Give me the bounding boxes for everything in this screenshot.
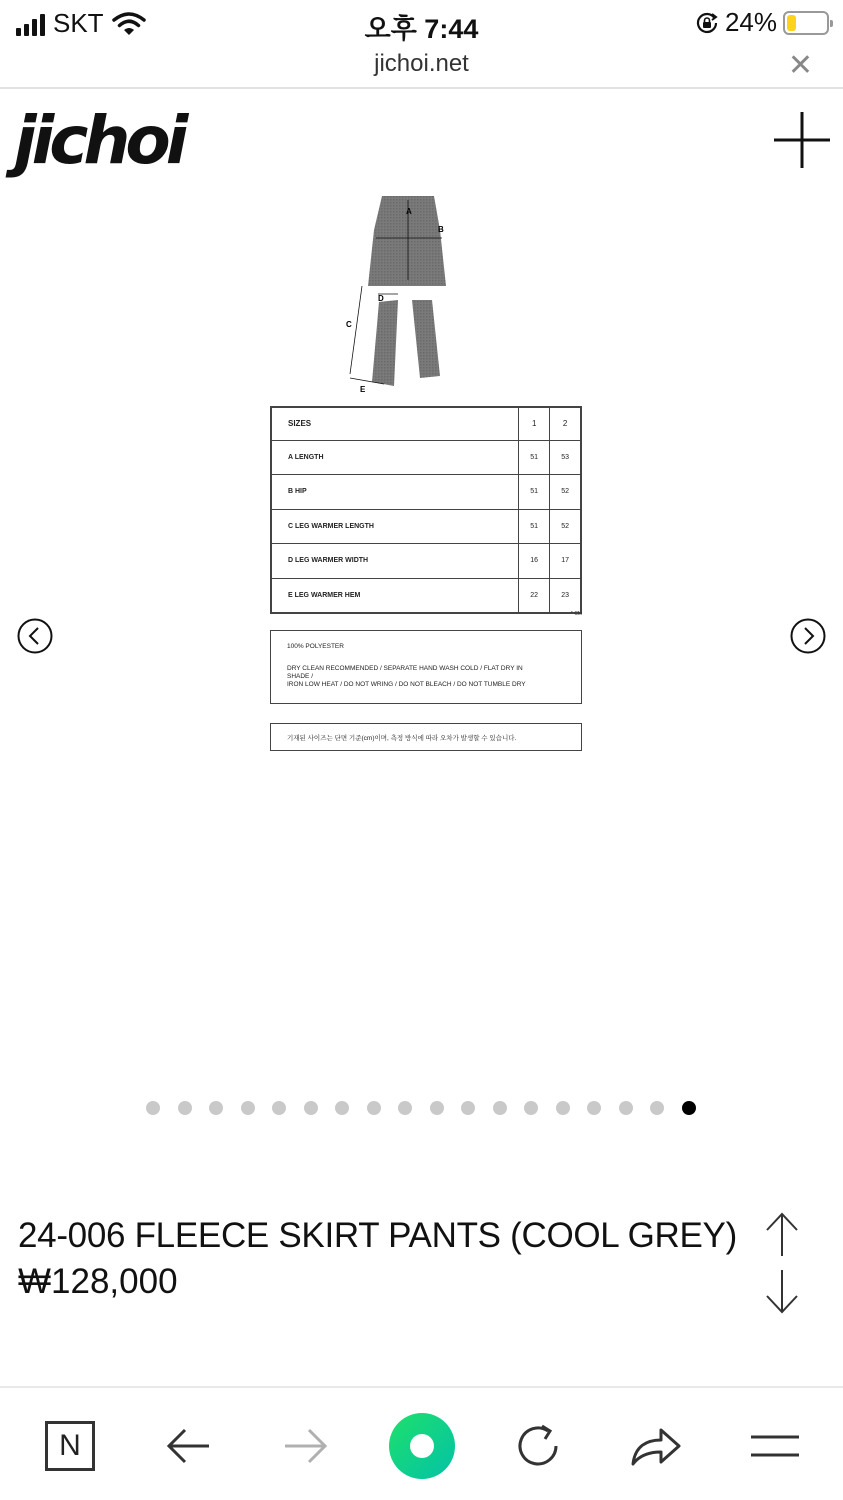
carousel-pagination	[146, 1101, 696, 1115]
care-line: DRY CLEAN RECOMMENDED / SEPARATE HAND WASH COLD / FLAT DRY IN	[287, 665, 523, 672]
size-table	[270, 406, 582, 614]
row-value: 17	[550, 544, 581, 579]
size-note: 기재된 사이즈는 단면 기준(cm)이며, 측정 방식에 따라 오차가 발생할 수 있습니다.	[270, 723, 582, 751]
row-value: 53	[550, 440, 581, 475]
naver-letter: N	[45, 1421, 95, 1471]
pagination-dot[interactable]	[398, 1101, 412, 1115]
table-row	[271, 475, 581, 510]
row-value: 51	[519, 440, 550, 475]
row-label: E LEG WARMER HEM	[271, 578, 519, 613]
url-bar[interactable]	[0, 46, 843, 89]
care-line: SHADE /	[287, 673, 314, 680]
menu-icon[interactable]	[748, 1418, 802, 1474]
material-text: 100% POLYESTER	[287, 643, 344, 650]
pagination-dot[interactable]	[493, 1101, 507, 1115]
pagination-dot[interactable]	[178, 1101, 192, 1115]
naver-icon[interactable]	[44, 1418, 96, 1474]
label-e: E	[360, 385, 366, 394]
battery-icon	[783, 11, 829, 35]
row-label: D LEG WARMER WIDTH	[271, 544, 519, 579]
row-value: 52	[550, 475, 581, 510]
row-value: 23	[550, 578, 581, 613]
green-dot-icon[interactable]	[388, 1412, 456, 1480]
arrow-up-icon[interactable]	[764, 1210, 800, 1258]
care-instructions	[270, 630, 582, 704]
pagination-dot[interactable]	[272, 1101, 286, 1115]
pagination-dot[interactable]	[524, 1101, 538, 1115]
row-value: 51	[519, 475, 550, 510]
pants-diagram	[336, 190, 496, 400]
plus-icon[interactable]	[772, 110, 832, 170]
product-image	[262, 190, 590, 760]
pagination-dot[interactable]	[335, 1101, 349, 1115]
pagination-dot[interactable]	[556, 1101, 570, 1115]
size-table-header	[271, 407, 581, 440]
arrow-down-icon[interactable]	[764, 1268, 800, 1316]
chevron-right-circle-icon[interactable]	[790, 618, 826, 654]
product-name: 24-006 FLEECE SKIRT PANTS (COOL GREY)	[18, 1216, 737, 1255]
care-line: IRON LOW HEAT / DO NOT WRING / DO NOT BLEACH / DO NOT TUMBLE DRY	[287, 681, 526, 688]
product-price: ₩128,000	[18, 1262, 178, 1301]
status-right	[695, 7, 829, 38]
battery-percent: 24%	[724, 7, 777, 37]
row-label: A LENGTH	[271, 440, 519, 475]
status-bar	[0, 0, 843, 46]
status-time: 오후 7:44	[364, 14, 479, 44]
label-b: B	[438, 225, 444, 234]
label-c: C	[346, 320, 352, 329]
refresh-icon[interactable]	[512, 1418, 564, 1474]
close-icon[interactable]: ✕	[787, 49, 813, 82]
table-row	[271, 544, 581, 579]
table-row	[271, 578, 581, 613]
size-header-1: 1	[519, 407, 550, 440]
pagination-dot[interactable]	[367, 1101, 381, 1115]
share-icon[interactable]	[628, 1418, 684, 1474]
forward-arrow-icon[interactable]	[280, 1418, 332, 1474]
battery-fill	[787, 15, 796, 31]
row-label: B HIP	[271, 475, 519, 510]
table-row	[271, 440, 581, 475]
browser-toolbar	[0, 1386, 843, 1500]
row-label: C LEG WARMER LENGTH	[271, 509, 519, 544]
pagination-dot[interactable]	[650, 1101, 664, 1115]
label-a: A	[406, 207, 412, 216]
pagination-dot[interactable]	[209, 1101, 223, 1115]
row-value: 52	[550, 509, 581, 544]
pagination-dot[interactable]	[430, 1101, 444, 1115]
unit-note: * CM	[570, 611, 582, 617]
pagination-dot[interactable]	[304, 1101, 318, 1115]
row-value: 16	[519, 544, 550, 579]
table-row	[271, 509, 581, 544]
size-header-2: 2	[550, 407, 581, 440]
size-header-label: SIZES	[271, 407, 519, 440]
pagination-dot[interactable]	[146, 1101, 160, 1115]
label-d: D	[378, 294, 384, 303]
back-arrow-icon[interactable]	[162, 1418, 214, 1474]
chevron-left-circle-icon[interactable]	[17, 618, 53, 654]
pagination-dot[interactable]	[461, 1101, 475, 1115]
row-value: 51	[519, 509, 550, 544]
site-logo[interactable]: jichoi	[14, 102, 184, 179]
pagination-dot[interactable]	[682, 1101, 696, 1115]
pagination-dot[interactable]	[619, 1101, 633, 1115]
row-value: 22	[519, 578, 550, 613]
pagination-dot[interactable]	[241, 1101, 255, 1115]
url-domain[interactable]: jichoi.net	[374, 50, 469, 77]
rotation-lock-icon	[695, 11, 719, 35]
carrier-name: SKT	[53, 8, 104, 38]
pagination-dot[interactable]	[587, 1101, 601, 1115]
